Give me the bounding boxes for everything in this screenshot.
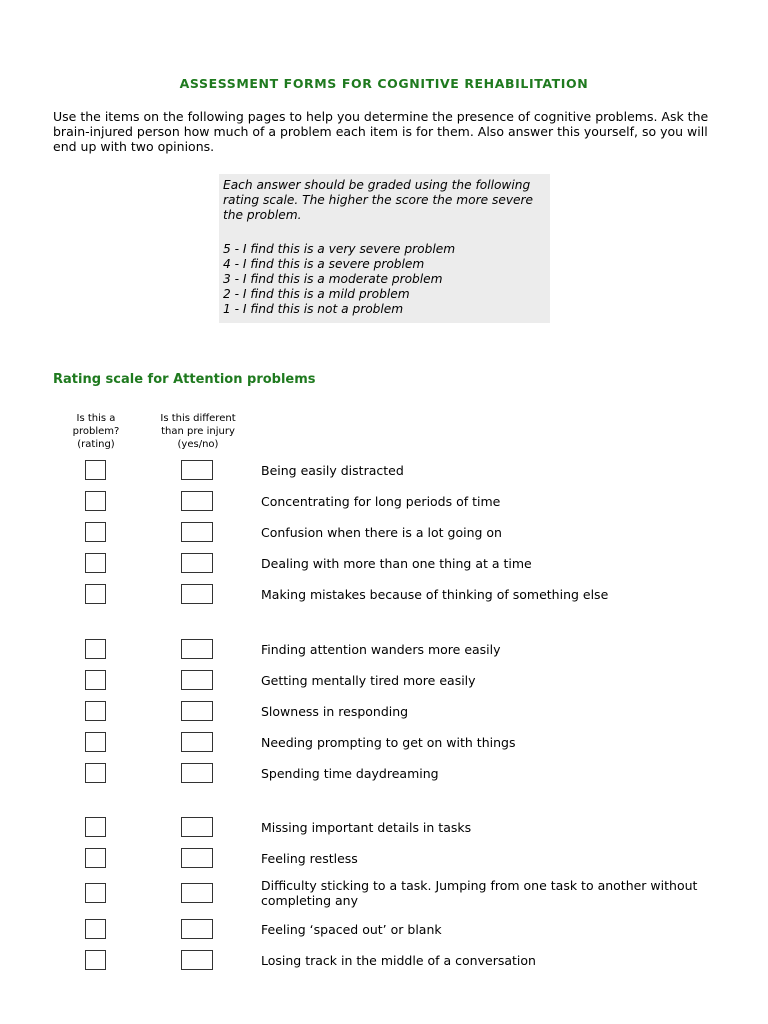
rating-input-box[interactable]: [85, 584, 106, 604]
item-label: Slowness in responding: [261, 704, 409, 719]
item-label: Confusion when there is a lot going on: [261, 525, 502, 540]
item-label: Feeling ‘spaced out’ or blank: [261, 922, 442, 937]
different-column-header-line: than pre injury: [161, 426, 235, 437]
different-input-box[interactable]: [181, 639, 213, 659]
page-title: ASSESSMENT FORMS FOR COGNITIVE REHABILITATION: [179, 76, 589, 91]
different-input-box[interactable]: [181, 522, 213, 542]
different-input-box[interactable]: [181, 460, 213, 480]
different-input-box[interactable]: [181, 883, 213, 903]
rating-input-box[interactable]: [85, 553, 106, 573]
different-input-box[interactable]: [181, 670, 213, 690]
different-input-box[interactable]: [181, 763, 213, 783]
rating-scale-box: [219, 174, 550, 323]
rating-input-box[interactable]: [85, 817, 106, 837]
item-label: Spending time daydreaming: [261, 766, 439, 781]
rating-input-box[interactable]: [85, 763, 106, 783]
rating-input-box[interactable]: [85, 848, 106, 868]
rating-scale-line: 4 - I find this is a severe problem: [223, 257, 425, 271]
different-input-box[interactable]: [181, 732, 213, 752]
different-input-box[interactable]: [181, 584, 213, 604]
item-label: Getting mentally tired more easily: [261, 673, 476, 688]
item-label: Finding attention wanders more easily: [261, 642, 501, 657]
different-input-box[interactable]: [181, 817, 213, 837]
item-label: Being easily distracted: [261, 463, 404, 478]
rating-input-box[interactable]: [85, 491, 106, 511]
rating-scale-line: 1 - I find this is not a problem: [223, 302, 404, 316]
item-label: Needing prompting to get on with things: [261, 735, 516, 750]
rating-input-box[interactable]: [85, 460, 106, 480]
rating-input-box[interactable]: [85, 919, 106, 939]
intro-paragraph: Use the items on the following pages to help you determine the presence of cognitive problems. Ask the brain-injured person how much of a problem each item is for them. Also answer this yourself, so you will end up with two opinions.: [53, 109, 709, 154]
rating-input-box[interactable]: [85, 522, 106, 542]
item-label: Missing important details in tasks: [261, 820, 472, 835]
different-input-box[interactable]: [181, 848, 213, 868]
different-input-box[interactable]: [181, 491, 213, 511]
rating-scale-intro: Each answer should be graded using the following rating scale. The higher the score the more severe the problem.: [223, 178, 534, 222]
item-label: Making mistakes because of thinking of something else: [261, 587, 609, 602]
rating-input-box[interactable]: [85, 639, 106, 659]
different-input-box[interactable]: [181, 950, 213, 970]
rating-scale-line: 2 - I find this is a mild problem: [223, 287, 410, 301]
item-label: Losing track in the middle of a conversation: [261, 953, 536, 968]
different-column-header-line: Is this different: [160, 413, 236, 424]
item-label: Concentrating for long periods of time: [261, 494, 501, 509]
rating-input-box[interactable]: [85, 701, 106, 721]
different-column-header-line: (yes/no): [177, 439, 219, 450]
item-label: Feeling restless: [261, 851, 358, 866]
rating-input-box[interactable]: [85, 883, 106, 903]
rating-input-box[interactable]: [85, 670, 106, 690]
rating-column-header-line: problem?: [72, 426, 120, 437]
different-input-box[interactable]: [181, 553, 213, 573]
rating-input-box[interactable]: [85, 732, 106, 752]
rating-input-box[interactable]: [85, 950, 106, 970]
different-input-box[interactable]: [181, 919, 213, 939]
item-label: Difficulty sticking to a task. Jumping from one task to another without completing any: [261, 878, 698, 908]
section-title: Rating scale for Attention problems: [53, 372, 316, 387]
item-label: Dealing with more than one thing at a time: [261, 556, 532, 571]
rating-column-header-line: (rating): [77, 439, 115, 450]
rating-scale-line: 3 - I find this is a moderate problem: [223, 272, 443, 286]
rating-column-header-line: Is this a: [76, 413, 116, 424]
different-input-box[interactable]: [181, 701, 213, 721]
rating-scale-line: 5 - I find this is a very severe problem: [223, 242, 456, 256]
different-column-header: [148, 412, 248, 451]
rating-column-header: [56, 412, 136, 451]
